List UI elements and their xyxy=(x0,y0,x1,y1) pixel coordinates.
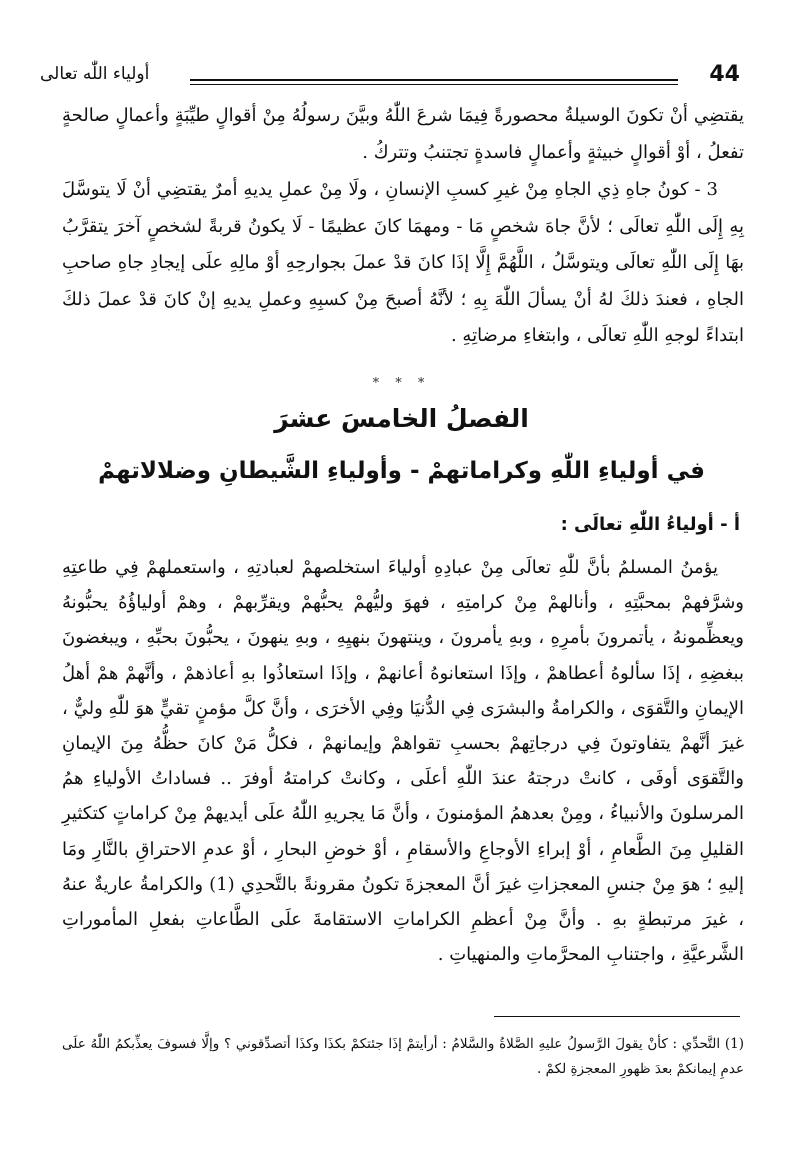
running-title: أولياء اللّٰه تعالى xyxy=(40,64,150,84)
header-rule-thick xyxy=(190,79,678,81)
footnote-rule xyxy=(494,1016,740,1017)
chapter-subtitle: في أولياءِ اللّٰهِ وكراماتهمْ - وأولياءِ الشَّيطانِ وضلالاتهمْ xyxy=(98,458,705,484)
paragraph-3: يؤمنُ المسلمُ بأنَّ للّٰهِ تعالَى مِنْ عبادِهِ أولياءَ استخلصهمْ لعبادتِهِ ، واستعملهمْ فِي طاعتِهِ وشرَّفهمْ بمحبَّتِهِ ، وأنالهمْ مِنْ كرامتِهِ ، فهوَ وليُّهمْ يحبُّهمْ ويقرِّبهمْ ، وهمْ أولياؤُهُ يحبُّونهُ ويعظِّمونهُ ، يأتمرونَ بأمرِهِ ، وبهِ يأمرونَ ، وينتهونَ بنهيِهِ ، وبهِ ينهونَ ، يحبُّونَ بحبِّهِ ، ويبغضونَ ببغضِهِ ، إذَا سألوهُ أعطاهمْ ، وإذَا استعانوهُ أعانهمْ ، وإذَا استعاذُوا بهِ أعاذهمْ ، وأنَّهمْ همْ أهلُ الإيمانِ والتَّقوَى ، والكرامةُ والبشرَى فِي الدُّنيَا وفِي الأخرَى ، وأنَّ كلَّ مؤمنٍ تقيٍّ هوَ للّٰهِ وليٌّ ، غيرَ أنَّهمْ يتفاوتونَ فِي درجاتِهمْ بحسبِ تقواهمْ وإيمانهمْ ، فكلُّ مَنْ كانَ حظُّهُ مِنَ الإيمانِ والتَّقوَى أوفَى ، كانتْ درجتهُ عندَ اللّٰهِ أعلَى ، وكانتْ كرامتهُ أوفرَ .. فساداتُ الأولياءِ همُ المرسلونَ والأنبياءُ ، ومِنْ بعدهمُ المؤمنونَ ، وأنَّ مَا يجريهِ اللّٰهُ علَى أيديهمْ مِنْ كراماتٍ كتكثيرِ القليلِ مِنَ الطَّعامِ ، أوْ إبراءِ الأوجاعِ والأسقامِ ، أوْ خوضِ البحارِ ، أوْ عدمِ الاحتراقِ بالنَّارِ ومَا إليهِ ؛ هوَ مِنْ جنسِ المعجزاتِ غيرَ أنَّ المعجزةَ تكونُ مقرونةً بالتَّحدِي (1) والكرامةُ عاريةٌ عنهُ ، غيرَ مرتبطةٍ بهِ . وأنَّ مِنْ أعظمِ الكراماتِ الاستقامةَ علَى الطَّاعاتِ بفعلِ المأموراتِ الشَّرعيَّةِ ، واجتنابِ المحرَّماتِ والمنهياتِ . xyxy=(62,557,744,966)
page-number: 44 xyxy=(709,62,740,87)
chapter-title: الفصلُ الخامسَ عشرَ xyxy=(274,404,529,433)
running-header xyxy=(40,62,740,88)
paragraph-1: يقتضِي أنْ تكونَ الوسيلةُ محصورةً فِيمَا شرعَ اللّٰهُ وبيَّنَ رسولُهُ مِنْ أقوالٍ طيِّبَةٍ وأعمالٍ صالحةٍ تفعلُ ، أوْ أقوالٍ خبيثةٍ وأعمالٍ فاسدةٍ تجتنبُ وتتركُ . xyxy=(62,105,744,163)
paragraph-2: 3 - كونُ جاهِ ذِي الجاهِ مِنْ غيرِ كسبِ الإنسانِ ، ولَا مِنْ عملِ يديهِ أمرٌ يقتضِي أنْ لَا يتوسَّلَ بِهِ إِلَى اللّٰهِ تعالَى ؛ لأنَّ جاهَ شخصٍ مَا - ومهمَا كانَ عظيمًا - لَا يكونُ قربةً لشخصٍ آخرَ يتقرَّبُ بهَا إِلَى اللّٰهِ تعالَى ويتوسَّلُ ، اللَّهُمَّ إِلَّا إذَا كانَ قدْ عملَ بجوارحِهِ أوْ مالِهِ علَى إيجادِ جاهِ صاحبِ الجاهِ ، فعندَ ذلكَ لهُ أنْ يسألَ اللّٰهَ بِهِ ؛ لأنَّهُ أصبحَ مِنْ كسبِهِ وعملِ يديهِ إنْ كانَ قدْ عملَ ذلكَ ابتداءً لوجهِ اللّٰهِ تعالَى ، وابتغاءِ مرضاتِهِ . xyxy=(62,179,744,346)
section-heading: أ - أولياءُ اللّٰهِ تعالَى : xyxy=(560,514,740,535)
header-rule-thin xyxy=(190,84,678,85)
section-separator: * * * xyxy=(372,376,431,391)
footnote: (1) التَّحدِّي : كأنْ يقولَ الرَّسولُ عليهِ الصَّلاةُ والسَّلامُ : أرأيتمْ إذَا جئتكمْ بكذَا وكذَا أتصدِّقوني ؟ وإلَّا فسوفَ يعذِّبكمُ اللّٰهُ علَى عدمِ إيمانكمْ بعدَ ظهورِ المعجزةِ لكمْ . xyxy=(62,1036,744,1077)
